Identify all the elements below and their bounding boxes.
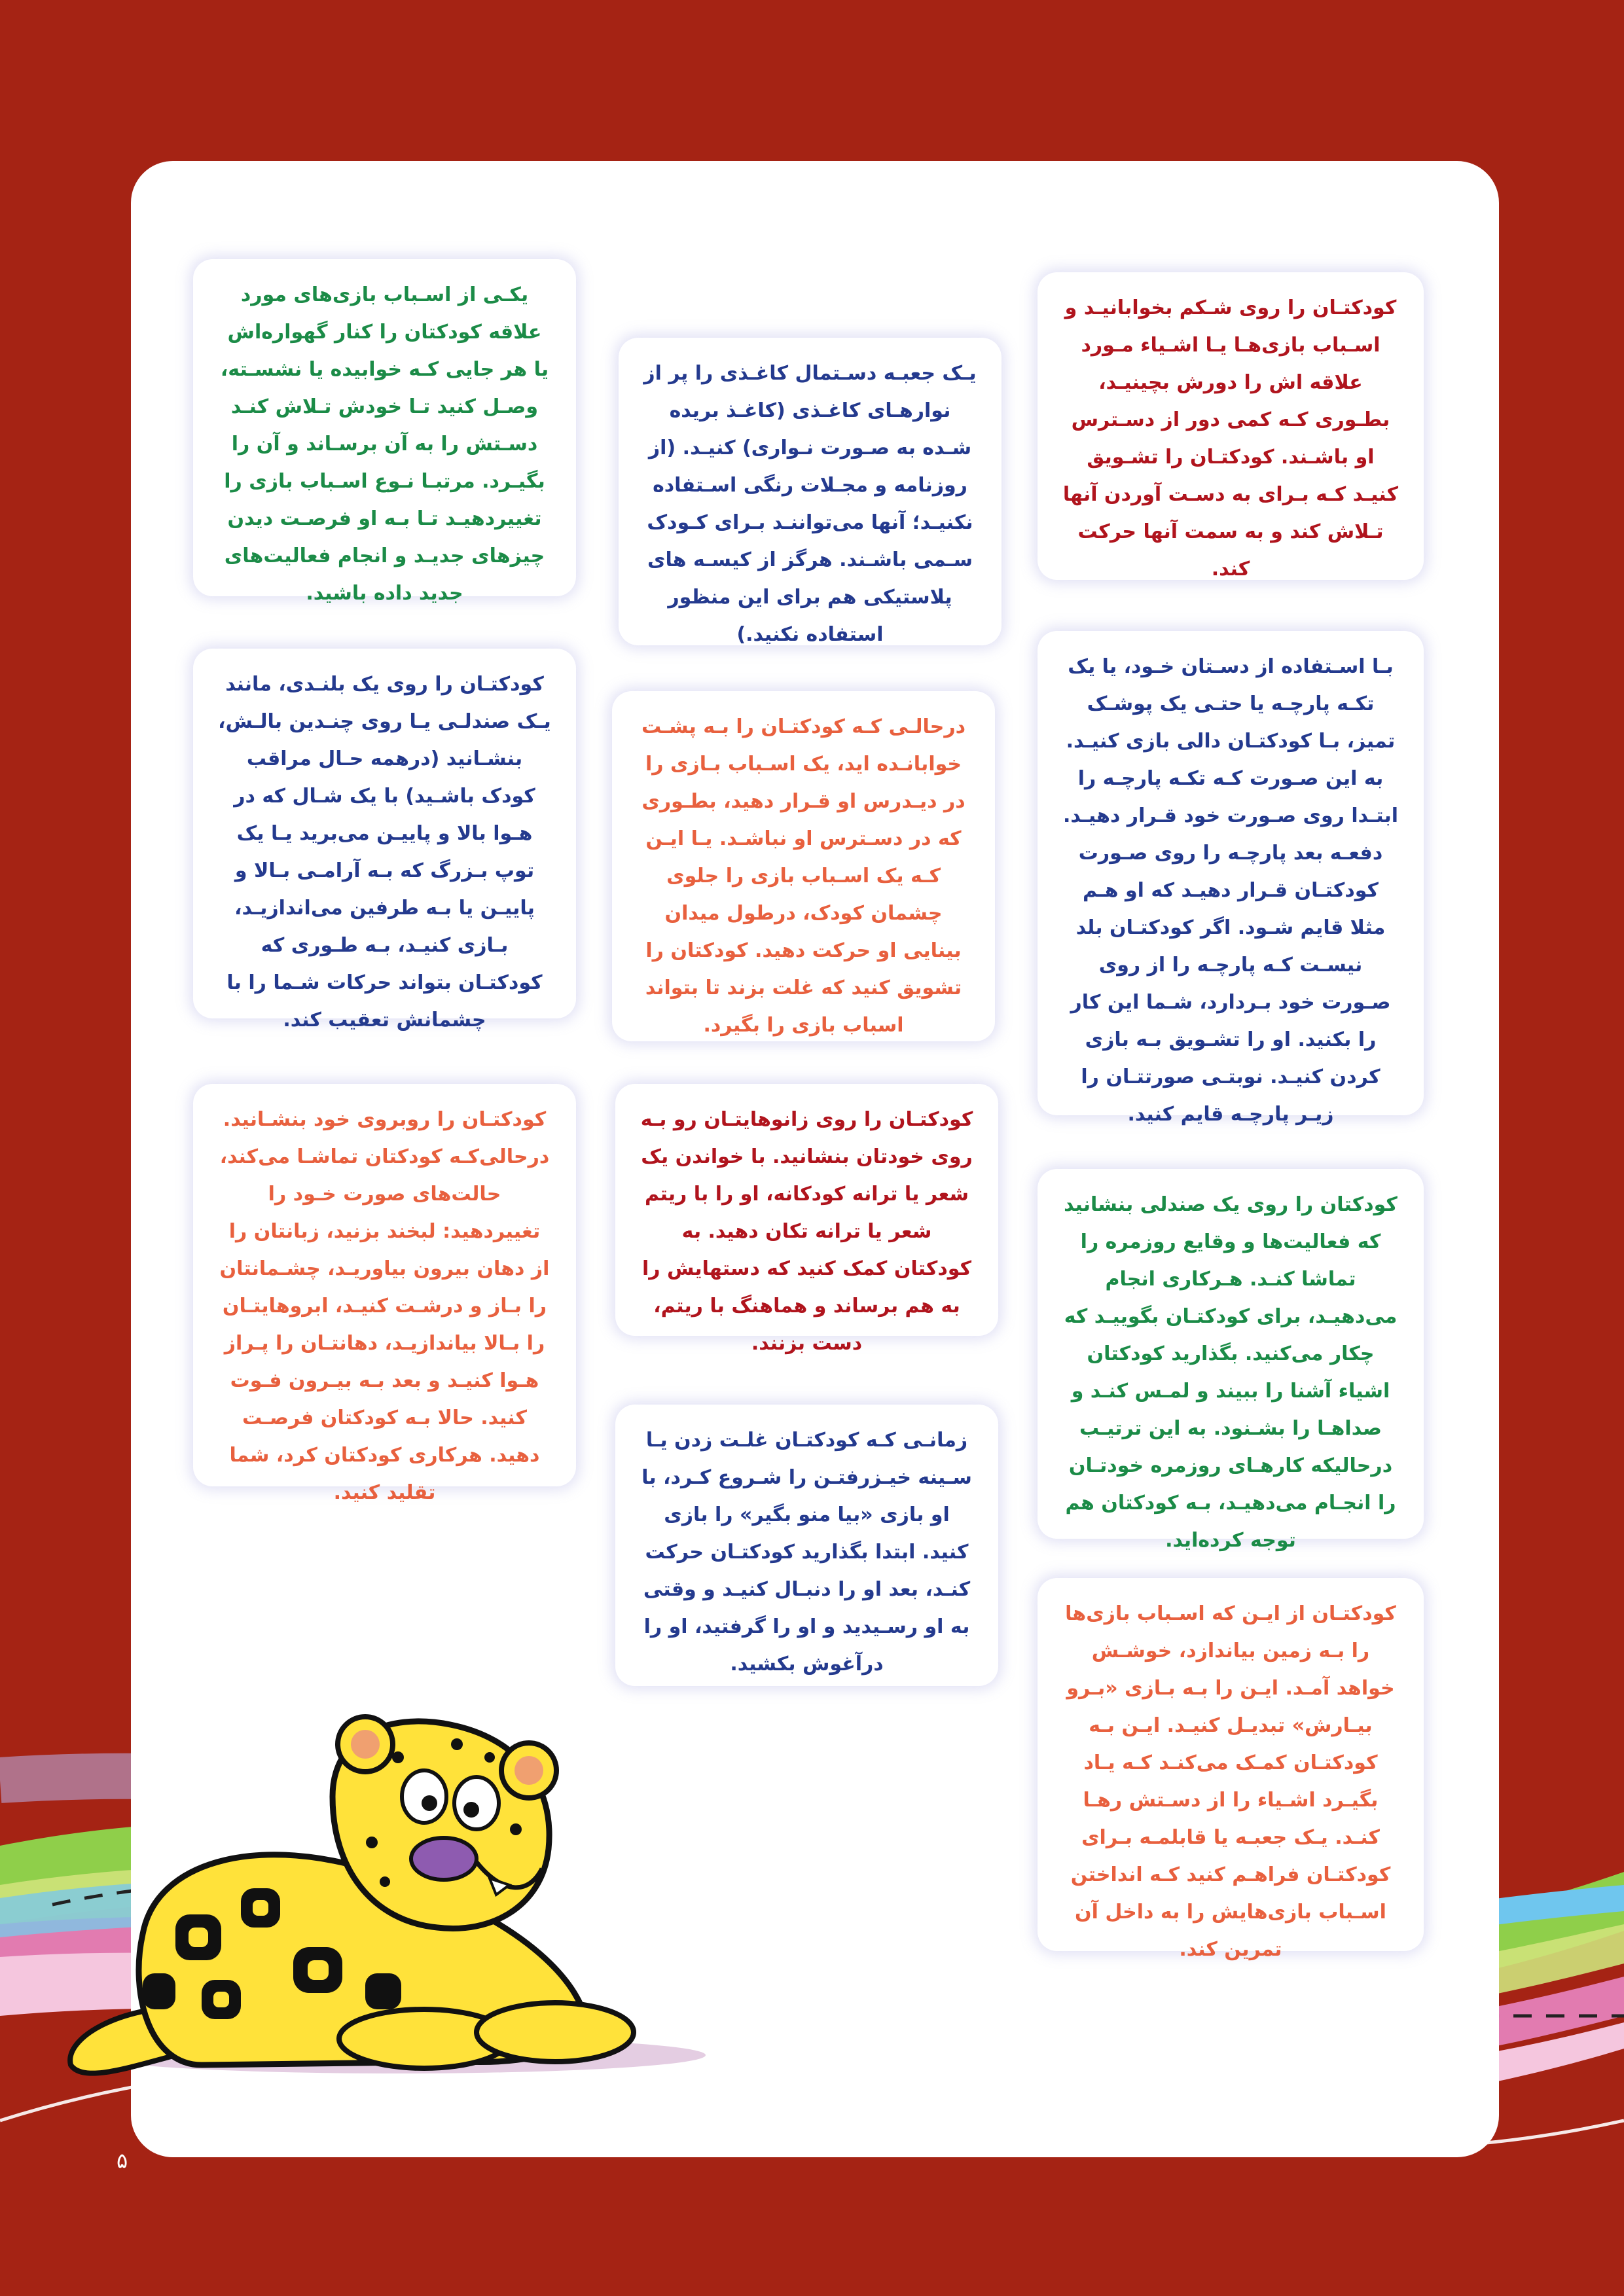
leopard-illustration — [58, 1698, 712, 2078]
tip-text: زمانـی کـه کودکتـان غلـت زدن یـا سـینه خیـزرفتـن را شـروع کـرد، با او بازی «بیا منو بگیر» را بازی کنید. ابتدا بگذارید کودکتـان حرکت کنـد، بعد او را دنبـال کنیـد و وقتی به او رسـیدید و او را گرفتید، او را درآغوش بکشید. — [641, 1429, 972, 1676]
tip-card-follow-scarf — [193, 649, 576, 1031]
tip-text: بـا اسـتفاده از دسـتان خـود، یا یک تکـه پارچـه یا حتـی یک پوشـک تمیز، بـا کودکتـان دالی بازی کنیـد. به این صـورت کـه تکـه پارچـه را ابتـدا روی صـورت خود قـرار دهیـد. دفعـه بعد پارچـه را روی صـورت کودکتـان قـرار دهیـد که او هـم مثلا قایم شـود. اگر کودکتـان بلد نیسـت کـه پارچـه را از روی صـورت خود بـردارد، شـما این کار را بکنید. او را تشـویق بـه بازی کردن کنیـد. نوبتـی صورتتـان را زیـر پارچـه قایم کنید. — [1062, 655, 1399, 1126]
tip-text: کودکتـان را روی یک بلنـدی، مانند یـک صندلـی یـا روی چنـدین بالـش، بنشـانید (درهمه حـال مراقب کودک باشـید) با یک شـال که در هـوا بالا و پاییـن می‌برید یـا یک توپ بـزرگ که بـه آرامـی بـالا و پاییـن یا بـه طرفین می‌اندازیـد، بـازی کنیـد، بـه طـوری که کودکتـان بتواند حرکات شـما را با چشمانش تعقیب کند. — [218, 673, 551, 1031]
tip-text: کودکتان را روی یک صندلی بنشانید که فعالیت‌ها و وقایع روزمره را تماشا کنـد. هـرکاری انجام می‌دهیـد، برای کودکتـان بگوییـد که چکار می‌کنید. بگذارید کودکتان اشیاء آشنا را ببیند و لمـس کنـد و صداهـا را بشـنود. به این ترتیـب درحالیکه کارهـای روزمره خودتـان را انجـام می‌دهیـد، بـه کودکتان هم توجه کرده‌اید. — [1064, 1193, 1398, 1552]
tip-card-tummy-time — [1038, 272, 1424, 580]
tip-card-facial-expressions — [193, 1084, 576, 1504]
tip-text: درحالـی کـه کودکتـان را بـه پشـت خوابانـده اید، یک اسـباب بـازی را در دیـدرس او قـرار دهید، بطـوری که در دسـترس او نباشـد. یـا ایـن کـه یک اسـباب بازی را جلوی چشمان کودک، درطول میدان بینایی او حرکت دهید. کودکتان را تشویق کنید که غلت بزند تا بتواند اسباب بازی را بگیرد. — [641, 715, 966, 1037]
tip-text: یکـی از اسـباب بازی‌های مورد علاقه کودکتان را کنار گهواره‌اش یا هر جایی کـه خوابیده یا نشسـته، وصـل کنید تـا خودش تـلاش کنـد دسـتش را به آن برسـاند و آن را بگیـرد. مرتبـا نـوع اسـباب بازی را تغییردهیـد تـا بـه او فرصـت دیدن چیزهای جدیـد و انجام فعالیت‌های جدید داده باشید. — [220, 283, 549, 605]
tip-card-crib-toy — [193, 259, 576, 605]
tip-card-daily-activities — [1038, 1169, 1424, 1552]
tip-card-peekaboo — [1038, 631, 1424, 1126]
tip-text: کودکتـان را روی زانوهایتـان رو بـه روی خودتان بنشانید. با خواندن یک شعر یا ترانه کودکانه، او را با ریتم شعر یا ترانه تکان دهید. به کودکتان کمک کنید که دستهایش را به هم برساند و هماهنگ با ریتم، دست بزنند. — [640, 1108, 973, 1355]
tip-text: کودکتـان را روی شـکم بخوابانیـد و اسـباب بازی‌هـا یـا اشـیاء مـورد علاقه اش را دورش بچینیـد، بطـوری کـه کمی دور از دسـترس او باشـند. کودکتـان را تشـویق کنیـد کـه بـرای به دسـت آوردن آنها تـلاش کند و به سمت آنها حرکت کند. — [1062, 296, 1399, 581]
tip-card-roll-over — [612, 691, 995, 1041]
tip-text: کودکتـان از ایـن که اسـباب بازی‌ها را بـه زمین بیاندازد، خوشـش خواهد آمـد. ایـن را بـه بـازی «بـرو بیـارش» تبدیـل کنیـد. ایـن بـه کودکتـان کمـک می‌کنـد کـه یـاد بگیـرد اشـیاء را از دسـتش رهـا کنـد. یـک جعبـه یا قابلمـه بـرای کودکتـان فراهـم کنید کـه انداختن اسـباب بازی‌هایش را به داخل آن تمرین کند. — [1065, 1602, 1396, 1961]
tip-card-clapping-song — [615, 1084, 998, 1355]
tip-card-chase-game — [615, 1405, 998, 1686]
tip-card-tissue-box — [619, 338, 1001, 645]
tip-text: کودکتـان را روبروی خود بنشـانید. درحالی‌کـه کودکتان تماشـا می‌کند، حالت‌های صورت خـود را تغییردهید: لبخند بزنید، زبانتان را از دهان بیرون بیاوریـد، چشـمانتان را بـاز و درشـت کنیـد، ابروهایتـان را بـالا بیاندازیـد، دهانتـان را پـراز هـوا کنیـد و بعد بـه بیـرون فـوت کنید. حالا بـه کودکتان فرصـت دهید. هرکاری کودکتان کرد، شما تقلید کنید. — [219, 1108, 550, 1504]
tip-card-drop-game — [1038, 1578, 1424, 1961]
page-number: ۵ — [117, 2148, 128, 2173]
tip-text: یـک جعبـه دسـتمال کاغـذی را پر از نوارهـای کاغـذی (کاغـذ بریده شـده به صـورت نـواری) کنیـد. (از روزنامه و مجـلات رنگی اسـتفاده نکنیـد؛ آنها می‌تواننـد بـرای کـودک سـمی باشـند. هرگز از کیسـه های پلاستیکی هم برای این منظور استفاده نکنید.) — [643, 362, 977, 646]
